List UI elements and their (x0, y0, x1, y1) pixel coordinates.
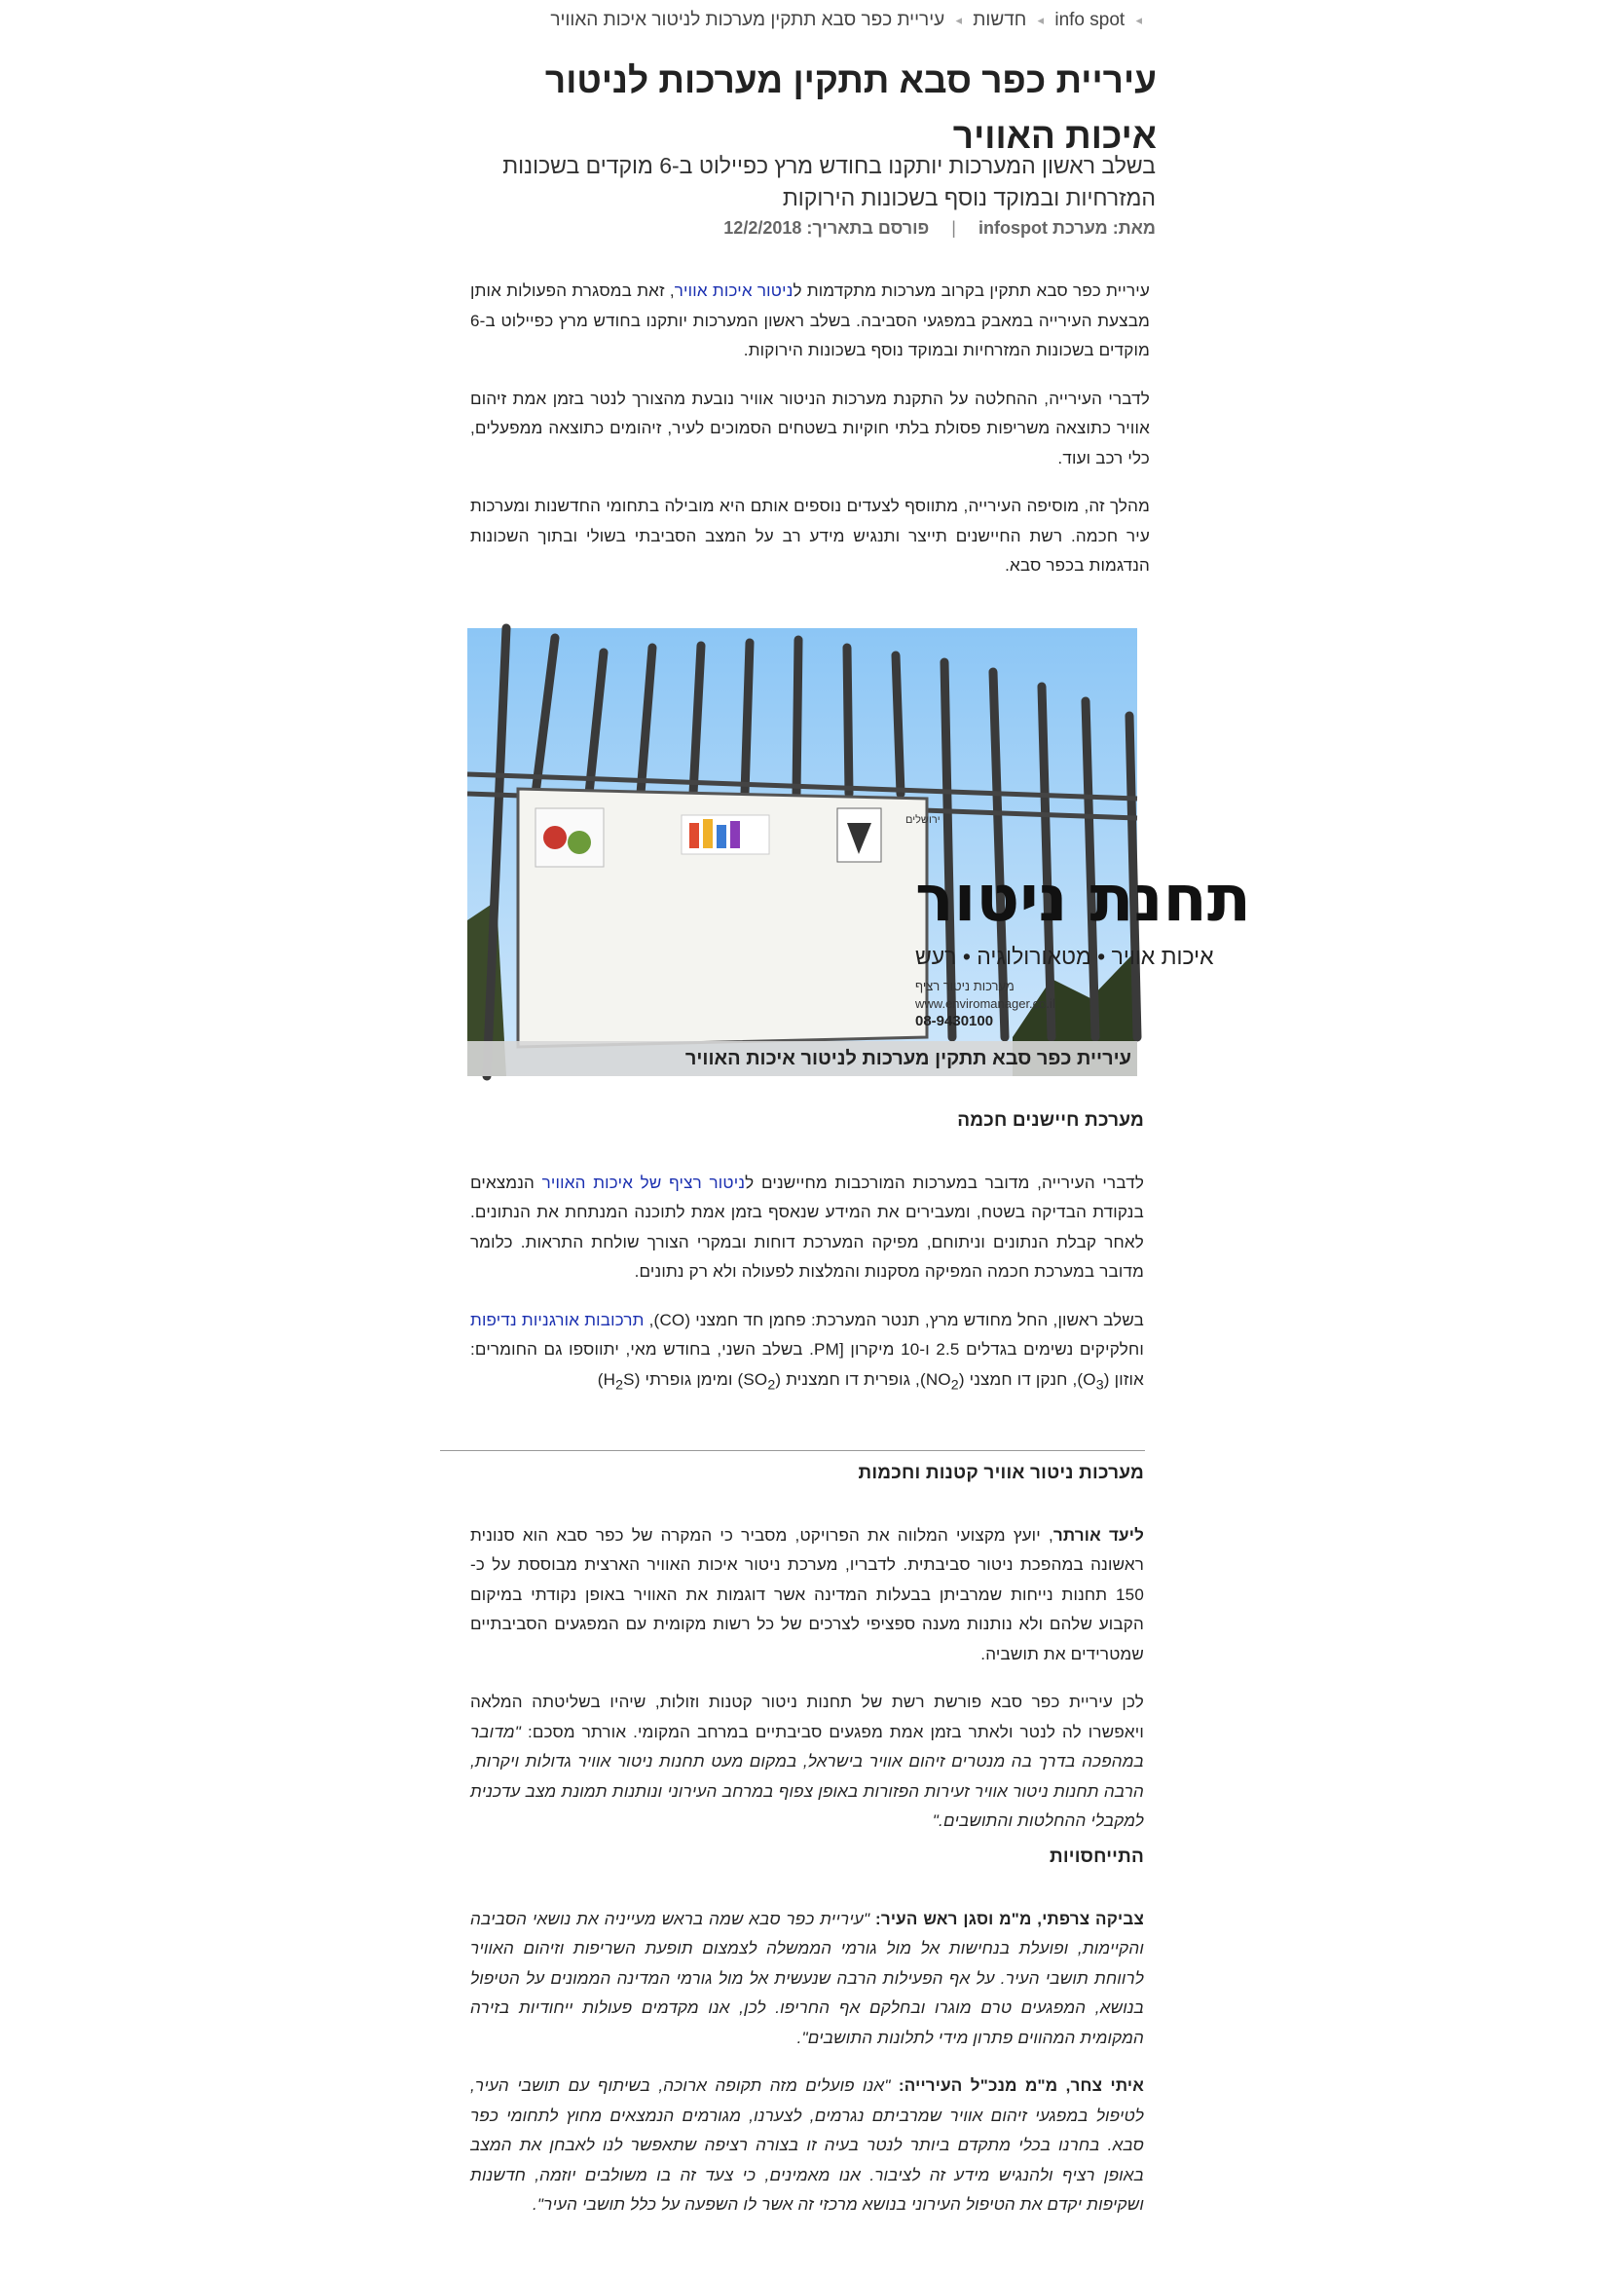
date-label: פורסם בתאריך: (806, 218, 930, 238)
author-name: infospot (978, 218, 1048, 238)
publish-date: 12/2/2018 (723, 218, 802, 238)
person-name: ליעד אורתר (1052, 1525, 1144, 1545)
voc-link[interactable]: תרכובות אורגניות נדיפות (470, 1310, 645, 1329)
body-text: וחלקיקים נשימים בגדלים 2.5 ו-10 מיקרון [PM. בשלב השני, בחודש מאי, יתווספו גם החומרים: אוזון (O (470, 1340, 1145, 1389)
body-text: לדברי העירייה, מדובר במערכות המורכבות מחיישנים ל (745, 1173, 1145, 1192)
section1-paragraph-1 (470, 1169, 1144, 1287)
chevron-left-icon: ◂ (1135, 13, 1142, 27)
quote-text: "מדובר במהפכה בדרך בה מנטרים זיהום אוויר בישראל, במקום מעט תחנות ניטור אוויר גדולות ויקרות, הרבה תחנות ניטור אוויר זעירות הפזורות באופן צפוף במרחב העירוני ונותנות תמונת מצב עדכנית למקבלי ההחלטות והתושבים." (470, 1722, 1144, 1830)
body-text: ) ומימן גופרתי (H (603, 1369, 744, 1389)
image-caption: עיריית כפר סבא תתקין מערכות לניטור איכות האוויר (467, 1041, 1137, 1076)
body-text: לכן עיריית כפר סבא פורשת רשת של תחנות ניטור קטנות וזולות, שיהיו בשליטתה המלאה ויאפשרו לה לנטר ולאתר בזמן אמת מפגעים סביבתיים במרחב המקומי. אורתר מסכם: (470, 1693, 1144, 1741)
byline-divider: | (951, 218, 956, 238)
sign-city-text: ירושלים (905, 814, 941, 826)
section2-paragraph-2 (470, 1688, 1144, 1837)
article-intro (470, 277, 1150, 600)
continuous-monitoring-link[interactable]: ניטור רציף של איכות האוויר (541, 1173, 746, 1192)
body-text: בשלב ראשון, החל מחודש מרץ, תנטר המערכת: פחמן חד חמצני (CO), (644, 1310, 1144, 1329)
subscript: 2 (615, 1376, 624, 1393)
section1-paragraph-2 (470, 1306, 1144, 1400)
section-divider (440, 1450, 1145, 1451)
section2-paragraph-1 (470, 1521, 1144, 1670)
sign-subtitle-text: איכות אוויר • מטאורולוגיה • רעש (915, 944, 1214, 969)
quote-text: "אנו פועלים מזה תקופה ארוכה, בשיתוף עם תושבי העיר, לטיפול במפגעי זיהום אוויר שמרביתם נגרמים, לצערנו, מגורמים הנמצאים מחוץ לתחומי כפר סבא. בחרנו בכלי מתקדם ביותר לנטר בעיה זו בצורה רציפה שתאפשר לנו לאבחן את המצב באופן רציף ולהנגיש מידע זה לציבור. אנו מאמינים, כי צעד זה בו משולבים יוזמה, חדשנות ושקיפות יקדם את הטיפול העירוני בנושא מרכזי זה אשר לו השפעה על כלל תושבי העיר". (470, 2076, 1144, 2214)
sign-company-text: מערכות ניטור רציף (915, 979, 1015, 993)
chevron-left-icon: ◂ (1037, 13, 1045, 27)
breadcrumb-current: עיריית כפר סבא תתקין מערכות לניטור איכות האוויר (550, 10, 945, 30)
subscript: 2 (767, 1376, 776, 1393)
response-1 (470, 1905, 1144, 2054)
chevron-left-icon: ◂ (955, 13, 963, 27)
article-image (467, 628, 1251, 1076)
quote-text: "עיריית כפר סבא שמה בראש מעייניה את נושאי הסביבה והקיימות, ופועלת בנחישות אל מול גורמי הממשלה לצמצום תופעת השריפות וזיהום האוויר לרווחת תושבי העיר. על אף הפעילות הרבה שנעשית אל מול גורמי המדינה הממונים על הטיפול בנושא, המפגעים טרם מוגרו ובחלקם אף החריפו. לכן, אנו מקדמים פעולות ייחודיות בזירה המקומית המהווים פתרון מידי לתלונות התושבים". (470, 1909, 1144, 2047)
response-2 (470, 2071, 1144, 2220)
byline (474, 218, 1156, 239)
author-label: מאת: מערכת (1052, 218, 1156, 238)
body-text: S) (597, 1369, 635, 1389)
body-text: , יועץ מקצועי המלווה את הפרויקט, מסביר כי המקרה של כפר סבא הוא סנונית ראשונה במהפכת ניטור סביבתית. לדבריו, מערכת ניטור איכות האוויר הארצית מבוססת על כ- 150 תחנות נייחות שמרביתן בבעלות המדינה אשר דוגמות את האוויר באופן נקודתי במיקום הקבוע שלהם ולא נותנות מענה ספציפי לצרכים של כל רשות מקומית עם המפגעים הסביבתיים שמטרידים את תושביה. (470, 1525, 1144, 1663)
section-heading: התייחסויות (1050, 1846, 1144, 1867)
section-heading: מערכות ניטור אוויר קטנות וחכמות (858, 1463, 1144, 1483)
breadcrumb-home-link[interactable]: info spot (1054, 10, 1126, 30)
intro-paragraph-1 (470, 277, 1150, 366)
intro-paragraph-2: לדברי העירייה, ההחלטה על התקנת מערכות הניטור אוויר נובעת מהצורך לנטר בזמן אמת זיהום אוויר כתוצאה משריפות פסולת בלתי חוקיות בשטחים הסמוכים לעיר, זיהומים כתוצאה ממפעלים, כלי רכב ועוד. (470, 389, 1150, 467)
body-text: הנמצאים בנקודת הבדיקה בשטח, ומעבירים את המידע שנאסף בזמן אמת לתוכנה המנתחת את הנתונים. לאחר קבלת הנתונים וניתוחם, מפיקה המערכת דוחות ובמקרי הצורך שולחת התראות. כלומר מדובר במערכת חכמה המפיקה מסקנות והמלצות לפעולה ולא רק נתונים. (470, 1173, 1144, 1281)
sign-title-text: תחנת ניטור (915, 861, 1251, 936)
section-responses (470, 1843, 1144, 2239)
sign-phone-text: 08-9430100 (915, 1013, 994, 1029)
intro-text: עיריית כפר סבא תתקין בקרוב מערכות מתקדמות ל (793, 281, 1150, 300)
air-monitoring-link[interactable]: ניטור איכות אוויר (674, 281, 794, 300)
section-heading: מערכת חיישנים חכמה (957, 1110, 1144, 1131)
sign-url-text: www.enviromanager.co.il (915, 996, 1055, 1011)
person-name: איתי צחר, מ"מ מנכ"ל העירייה: (898, 2076, 1145, 2095)
person-name: צביקה צרפתי, מ"מ וסגן ראש העיר: (875, 1909, 1144, 1928)
article-subtitle: בשלב ראשון המערכות יותקנו בחודש מרץ כפיילוט ב-6 מוקדים בשכונות המזרחיות ובמוקד נוסף בשכונות הירוקות (502, 153, 1156, 210)
subscript: 2 (950, 1376, 959, 1393)
intro-paragraph-3: מהלך זה, מוסיפה העירייה, מתווסף לצעדים נוספים אותם היא מובילה בתחומי החדשנות ומערכות עיר חכמה. רשת החיישנים תייצר ותנגיש מידע רב על המצב הסביבתי בשולי ובתוך השכונות הנדגמות בכפר סבא. (470, 497, 1150, 575)
intro-text: , זאת במסגרת הפעולות אותן מבצעת העירייה במאבק במפגעי הסביבה. בשלב ראשון המערכות יותקנו בחודש מרץ כפיילוט ב-6 מוקדים בשכונות המזרחיות ובמוקד נוסף בשכונות הירוקות. (470, 281, 1150, 359)
subscript: 3 (1095, 1376, 1104, 1393)
body-text: ), גופרית דו חמצנית (SO (743, 1369, 926, 1389)
breadcrumb-section-link[interactable]: חדשות (973, 10, 1027, 30)
breadcrumb (466, 10, 1148, 31)
section-smart-sensors (470, 1106, 1144, 1418)
monitoring-station-photo (467, 628, 1251, 1076)
body-text: ), חנקן דו חמצני (NO (925, 1369, 1084, 1389)
section-small-systems (470, 1459, 1144, 1855)
page-title: עיריית כפר סבא תתקין מערכות לניטור איכות האוויר (544, 60, 1157, 156)
